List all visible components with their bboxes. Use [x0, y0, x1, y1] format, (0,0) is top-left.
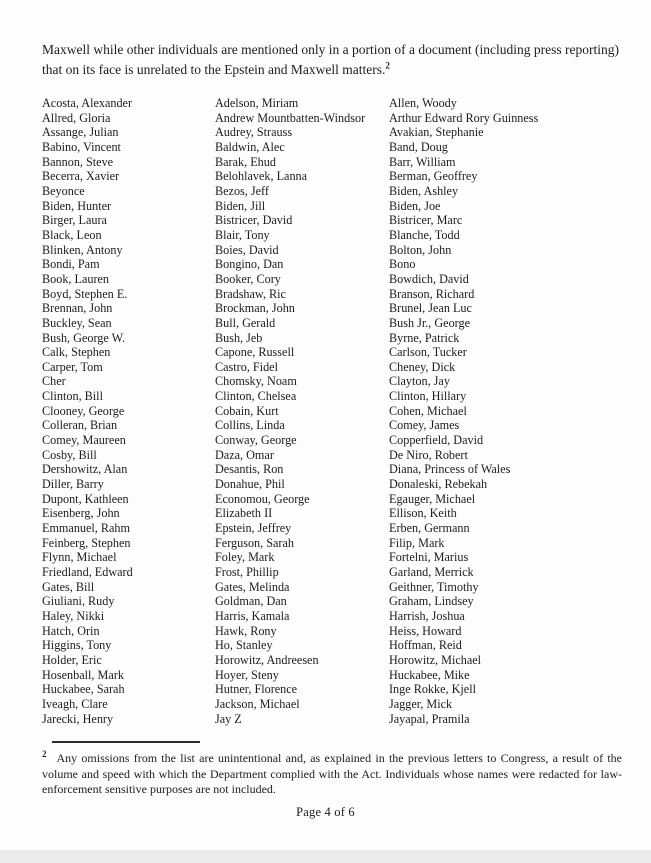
name-entry: Giuliani, Rudy — [42, 594, 115, 609]
names-column-2 — [215, 96, 389, 726]
name-entry: Buckley, Sean — [42, 315, 112, 330]
name-entry: Capone, Russell — [215, 345, 295, 360]
name-entry: Cher — [42, 374, 66, 389]
name-entry: Eisenberg, John — [42, 506, 120, 521]
name-entry: Hutner, Florence — [215, 682, 298, 697]
name-entry: Bush Jr., George — [389, 315, 471, 330]
name-entry: Flynn, Michael — [42, 550, 117, 565]
name-entry: Band, Doug — [389, 139, 448, 154]
name-entry: Blair, Tony — [215, 227, 270, 242]
name-entry: Clinton, Hillary — [389, 389, 467, 404]
footnote-separator-rule — [52, 741, 200, 743]
name-entry: Bradshaw, Ric — [215, 286, 286, 301]
name-entry: Barr, William — [389, 154, 456, 169]
name-entry: Ferguson, Sarah — [215, 535, 294, 550]
names-column-3 — [389, 96, 624, 726]
name-entry: Dershowitz, Alan — [42, 462, 128, 477]
name-entry: Carlson, Tucker — [389, 345, 467, 360]
name-entry: Emmanuel, Rahm — [42, 521, 131, 536]
name-entry: Hatch, Orin — [42, 623, 100, 638]
name-entry: Booker, Cory — [215, 271, 281, 286]
name-entry: Horowitz, Michael — [389, 652, 482, 667]
name-entry: Adelson, Miriam — [215, 96, 299, 110]
name-entry: Becerra, Xavier — [42, 169, 120, 184]
name-entry: Clinton, Chelsea — [215, 389, 297, 404]
name-entry: Gates, Bill — [42, 579, 95, 594]
intro-text: Maxwell while other individuals are mentioned only in a portion of a document (including press reporting) that on its face is unrelated to the Epstein and Maxwell matters. — [42, 42, 619, 77]
name-entry: Book, Lauren — [42, 271, 110, 286]
name-entry: Chomsky, Noam — [215, 374, 297, 389]
name-entry: Barak, Ehud — [215, 154, 276, 169]
name-entry: Haley, Nikki — [42, 608, 105, 623]
name-entry: Filip, Mark — [389, 535, 445, 550]
name-entry: Horowitz, Andreesen — [215, 652, 319, 667]
name-entry: Inge Rokke, Kjell — [389, 682, 476, 697]
footnote-text: Any omissions from the list are unintentional and, as explained in the previous letters to Congress, a result of the volume and speed with which the Department complied with the Act. Individuals whose names were redacted for law-enforcement sensitive purposes are not included. — [42, 751, 622, 797]
name-entry: Brunel, Jean Luc — [389, 301, 472, 316]
name-entry: Collins, Linda — [215, 418, 285, 433]
name-entry: Jackson, Michael — [215, 696, 300, 711]
name-entry: Clinton, Bill — [42, 389, 103, 404]
name-entry: Bannon, Steve — [42, 154, 114, 169]
name-entry: Branson, Richard — [389, 286, 475, 301]
name-entry: Bistricer, Marc — [389, 213, 463, 228]
name-entry: Bondi, Pam — [42, 257, 100, 272]
name-entry: Byrne, Patrick — [389, 330, 460, 345]
name-entry: Higgins, Tony — [42, 638, 112, 653]
name-entry: Arthur Edward Rory Guinness — [389, 110, 539, 125]
page-number: Page 4 of 6 — [296, 805, 355, 819]
name-entry: Hoffman, Reid — [389, 638, 462, 653]
name-entry: Boies, David — [215, 242, 279, 257]
name-entry: Bowdich, David — [389, 271, 469, 286]
name-entry: Bezos, Jeff — [215, 183, 269, 198]
name-entry: Blanche, Todd — [389, 227, 460, 242]
name-entry: Donahue, Phil — [215, 477, 285, 492]
name-entry: Beyonce — [42, 183, 85, 198]
name-entry: De Niro, Robert — [389, 447, 468, 462]
name-entry: Jagger, Mick — [389, 696, 453, 711]
name-entry: Huckabee, Mike — [389, 667, 470, 682]
name-entry: Bush, George W. — [42, 330, 126, 345]
name-entry: Allen, Woody — [389, 96, 457, 110]
name-entry: Babino, Vincent — [42, 139, 121, 154]
name-entry: Colleran, Brian — [42, 418, 118, 433]
name-entry: Egauger, Michael — [389, 491, 476, 506]
name-entry: Berman, Geoffrey — [389, 169, 478, 184]
intro-footnote-ref: 2 — [385, 60, 390, 71]
name-entry: Jay Z — [215, 711, 242, 726]
name-entry: Cosby, Bill — [42, 447, 97, 462]
name-entry: Carper, Tom — [42, 359, 103, 374]
name-entry: Economou, George — [215, 491, 310, 506]
name-entry: Bongino, Dan — [215, 257, 284, 272]
name-entry: Bush, Jeb — [215, 330, 263, 345]
name-entry: Dupont, Kathleen — [42, 491, 129, 506]
name-entry: Jarecki, Henry — [42, 711, 114, 726]
name-entry: Elizabeth II — [215, 506, 273, 521]
name-entry: Hoyer, Steny — [215, 667, 279, 682]
footnote-marker: 2 — [42, 749, 47, 759]
name-entry: Copperfield, David — [389, 433, 484, 448]
name-entry: Biden, Joe — [389, 198, 441, 213]
name-entry: Frost, Phillip — [215, 565, 279, 579]
name-entry: Castro, Fidel — [215, 359, 278, 374]
name-entry: Hosenball, Mark — [42, 667, 124, 682]
name-entry: Diana, Princess of Wales — [389, 462, 511, 477]
name-entry: Graham, Lindsey — [389, 594, 474, 609]
name-entry: Gates, Melinda — [215, 579, 290, 594]
name-entry: Avakian, Stephanie — [389, 125, 484, 140]
intro-paragraph — [42, 40, 624, 80]
name-entry: Donaleski, Rebekah — [389, 477, 488, 492]
name-entry: Diller, Barry — [42, 477, 104, 492]
name-entry: Geithner, Timothy — [389, 579, 479, 594]
name-entry: Acosta, Alexander — [42, 96, 133, 110]
name-entry: Ho, Stanley — [215, 638, 273, 653]
name-entry: Bistricer, David — [215, 213, 293, 228]
name-entry: Brennan, John — [42, 301, 113, 316]
name-entry: Blinken, Antony — [42, 242, 123, 257]
name-entry: Allred, Gloria — [42, 110, 111, 125]
name-entry: Bolton, John — [389, 242, 452, 257]
name-entry: Iveagh, Clare — [42, 696, 108, 711]
name-entry: Foley, Mark — [215, 550, 275, 565]
name-entry: Fortelni, Marius — [389, 550, 469, 565]
name-entry: Birger, Laura — [42, 213, 107, 228]
name-entry: Erben, Germann — [389, 521, 470, 536]
name-entry: Cobain, Kurt — [215, 403, 279, 418]
name-entry: Assange, Julian — [42, 125, 119, 140]
name-entry: Desantis, Ron — [215, 462, 284, 477]
name-entry: Holder, Eric — [42, 652, 102, 667]
name-entry: Boyd, Stephen E. — [42, 286, 128, 301]
name-entry: Clayton, Jay — [389, 374, 450, 389]
name-entry: Andrew Mountbatten-Windsor — [215, 110, 366, 125]
name-entry: Hawk, Rony — [215, 623, 277, 638]
name-entry: Feinberg, Stephen — [42, 535, 131, 550]
name-entry: Epstein, Jeffrey — [215, 521, 292, 536]
name-entry: Calk, Stephen — [42, 345, 111, 360]
names-column-1 — [42, 96, 214, 726]
name-entry: Daza, Omar — [215, 447, 274, 462]
name-entry: Baldwin, Alec — [215, 139, 285, 154]
name-entry: Jayapal, Pramila — [389, 711, 470, 726]
name-entry: Cheney, Dick — [389, 359, 456, 374]
name-entry: Harrish, Joshua — [389, 608, 465, 623]
name-entry: Belohlavek, Lanna — [215, 169, 308, 184]
name-entry: Bull, Gerald — [215, 315, 276, 330]
name-entry: Goldman, Dan — [215, 594, 287, 609]
name-entry: Biden, Ashley — [389, 183, 459, 198]
name-entry: Biden, Hunter — [42, 198, 112, 213]
name-entry: Clooney, George — [42, 403, 125, 418]
scan-edge-shadow — [0, 850, 651, 863]
name-entry: Cohen, Michael — [389, 403, 467, 418]
name-entry: Comey, Maureen — [42, 433, 126, 448]
name-entry: Black, Leon — [42, 227, 102, 242]
name-entry: Friedland, Edward — [42, 565, 133, 579]
name-entry: Harris, Kamala — [215, 608, 290, 623]
name-entry: Heiss, Howard — [389, 623, 462, 638]
name-entry: Comey, James — [389, 418, 460, 433]
name-entry: Ellison, Keith — [389, 506, 457, 521]
name-entry: Biden, Jill — [215, 198, 266, 213]
name-entry: Audrey, Strauss — [215, 125, 293, 140]
name-entry: Huckabee, Sarah — [42, 682, 125, 697]
name-entry: Conway, George — [215, 433, 297, 448]
name-entry: Garland, Merrick — [389, 565, 474, 579]
name-entry: Brockman, John — [215, 301, 295, 316]
footnote-paragraph — [42, 751, 622, 798]
name-entry: Bono — [389, 257, 416, 272]
